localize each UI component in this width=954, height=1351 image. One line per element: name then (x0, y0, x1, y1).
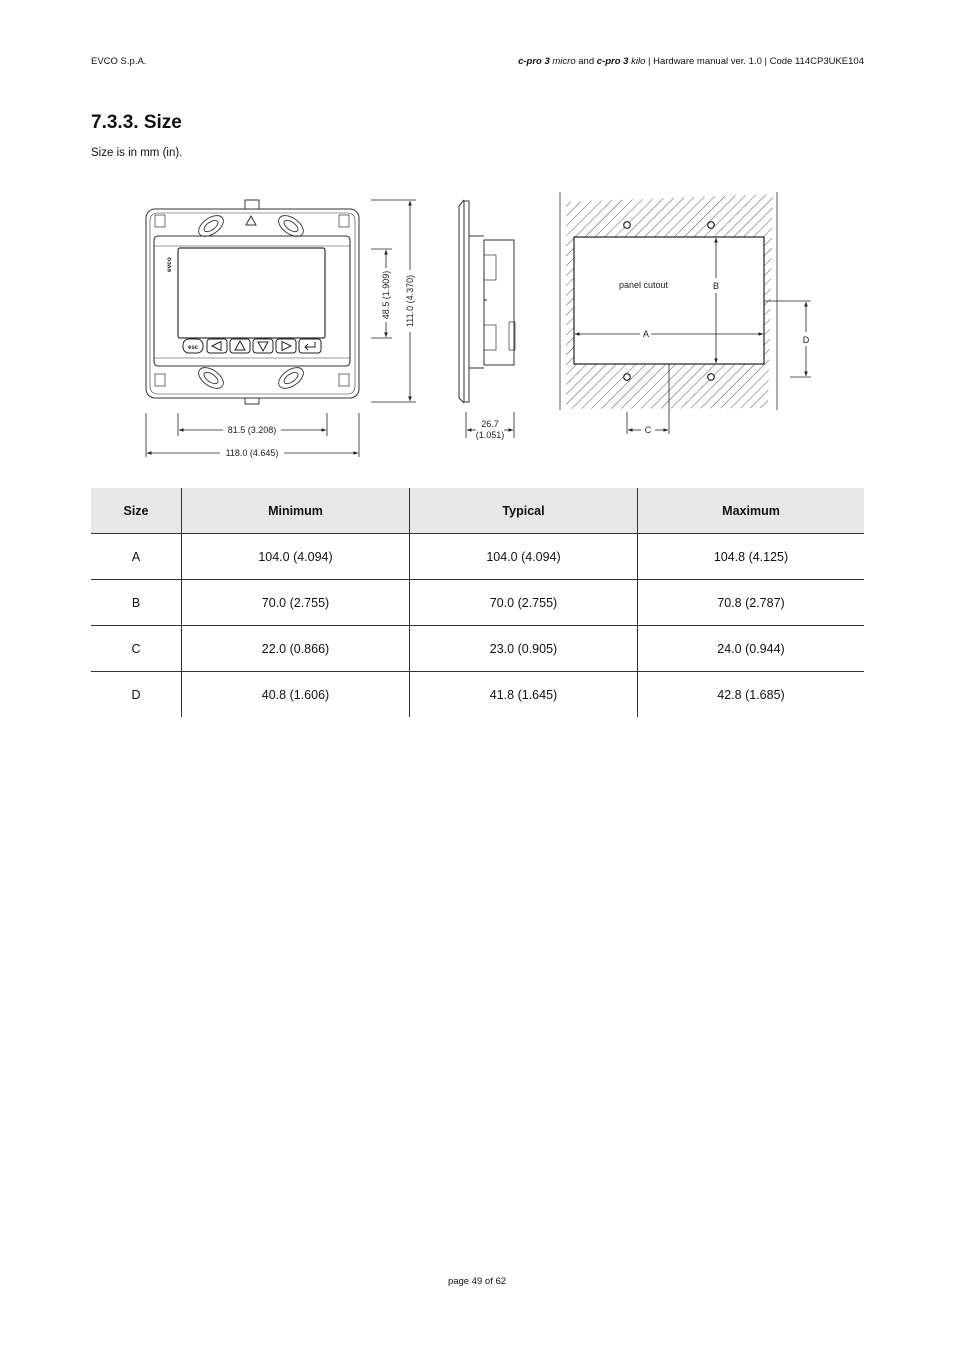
top-clip (245, 200, 259, 209)
header-and: and (578, 56, 595, 67)
dim-depth-value: 26.7 (481, 419, 499, 429)
table-header-row (91, 488, 864, 534)
dim-label-b: B (712, 281, 720, 291)
table-row (91, 534, 864, 580)
page-number: page 49 of 62 (447, 1276, 507, 1287)
table-cell: 104.0 (4.094) (182, 534, 410, 580)
front-dimensions (146, 200, 416, 457)
table-row (91, 672, 864, 718)
dim-label-d: D (802, 335, 810, 345)
col-typical: Typical (410, 488, 638, 534)
table-cell: A (131, 549, 141, 564)
header-manual: | Hardware manual ver. 1.0 | Code 114CP3UKE104 (648, 56, 864, 67)
front-view (146, 200, 359, 404)
table-cell: C (131, 641, 141, 656)
dim-width-inner: 81.5 (3.208) (227, 425, 277, 435)
display-window (178, 248, 325, 338)
table-cell: 104.8 (4.125) (638, 534, 865, 580)
table-cell: 70.8 (2.787) (638, 580, 865, 626)
cutout-label: panel cutout (619, 280, 669, 290)
header-product1-name: c-pro 3 (518, 56, 550, 67)
corner-tabs (155, 215, 349, 386)
left-arrow-icon (212, 342, 221, 351)
dim-height-outer: 111.0 (4.370) (405, 274, 415, 328)
triangle-icon (246, 216, 256, 225)
table-cell: 70.0 (2.755) (182, 580, 410, 626)
table-cell: 22.0 (0.866) (182, 626, 410, 672)
table-cell: 40.8 (1.606) (182, 672, 410, 718)
right-arrow-icon (282, 342, 291, 351)
table-cell: 41.8 (1.645) (410, 672, 638, 718)
table-cell: 70.0 (2.755) (410, 580, 638, 626)
bottom-clip (245, 398, 259, 404)
up-arrow-icon (235, 341, 245, 350)
cutout-rectangle (574, 237, 764, 364)
brand-logo: evco (166, 257, 173, 272)
size-table (91, 488, 864, 717)
dim-label-a: A (642, 329, 650, 339)
enter-icon (305, 342, 315, 350)
section-subtitle: Size is in mm (in). (91, 147, 183, 159)
table-cell: 24.0 (0.944) (638, 626, 865, 672)
keypad (183, 339, 321, 353)
table-cell: 42.8 (1.685) (638, 672, 865, 718)
header-product2-name: c-pro 3 (596, 56, 629, 67)
mounting-slot (195, 211, 307, 392)
table-cell: 23.0 (0.905) (410, 626, 638, 672)
dim-height-inner: 48.5 (1.909) (381, 270, 391, 320)
dimension-drawing (0, 0, 954, 480)
dim-depth-inch: (1.051) (475, 430, 505, 440)
left-key (207, 339, 227, 353)
header-company: EVCO S.p.A. (91, 56, 147, 67)
side-view (459, 200, 515, 403)
col-minimum: Minimum (182, 488, 410, 534)
col-size: Size (91, 488, 182, 534)
header-product1-model: micro (552, 56, 576, 67)
right-key (276, 339, 296, 353)
section-title: 7.3.3. Size (91, 112, 182, 133)
table-cell: D (131, 687, 141, 702)
dim-label-c: C (644, 425, 652, 435)
enter-key (299, 339, 321, 353)
dim-width-outer: 118.0 (4.645) (225, 448, 279, 458)
table-row (91, 626, 864, 672)
panel-cutout-view (560, 192, 811, 434)
table-row (91, 580, 864, 626)
col-maximum: Maximum (638, 488, 865, 534)
down-arrow-icon (258, 342, 268, 351)
table-cell: B (131, 595, 141, 610)
esc-key-label: esc (187, 345, 199, 351)
header-product2-model: kilo (631, 56, 646, 67)
table-cell: 104.0 (4.094) (410, 534, 638, 580)
